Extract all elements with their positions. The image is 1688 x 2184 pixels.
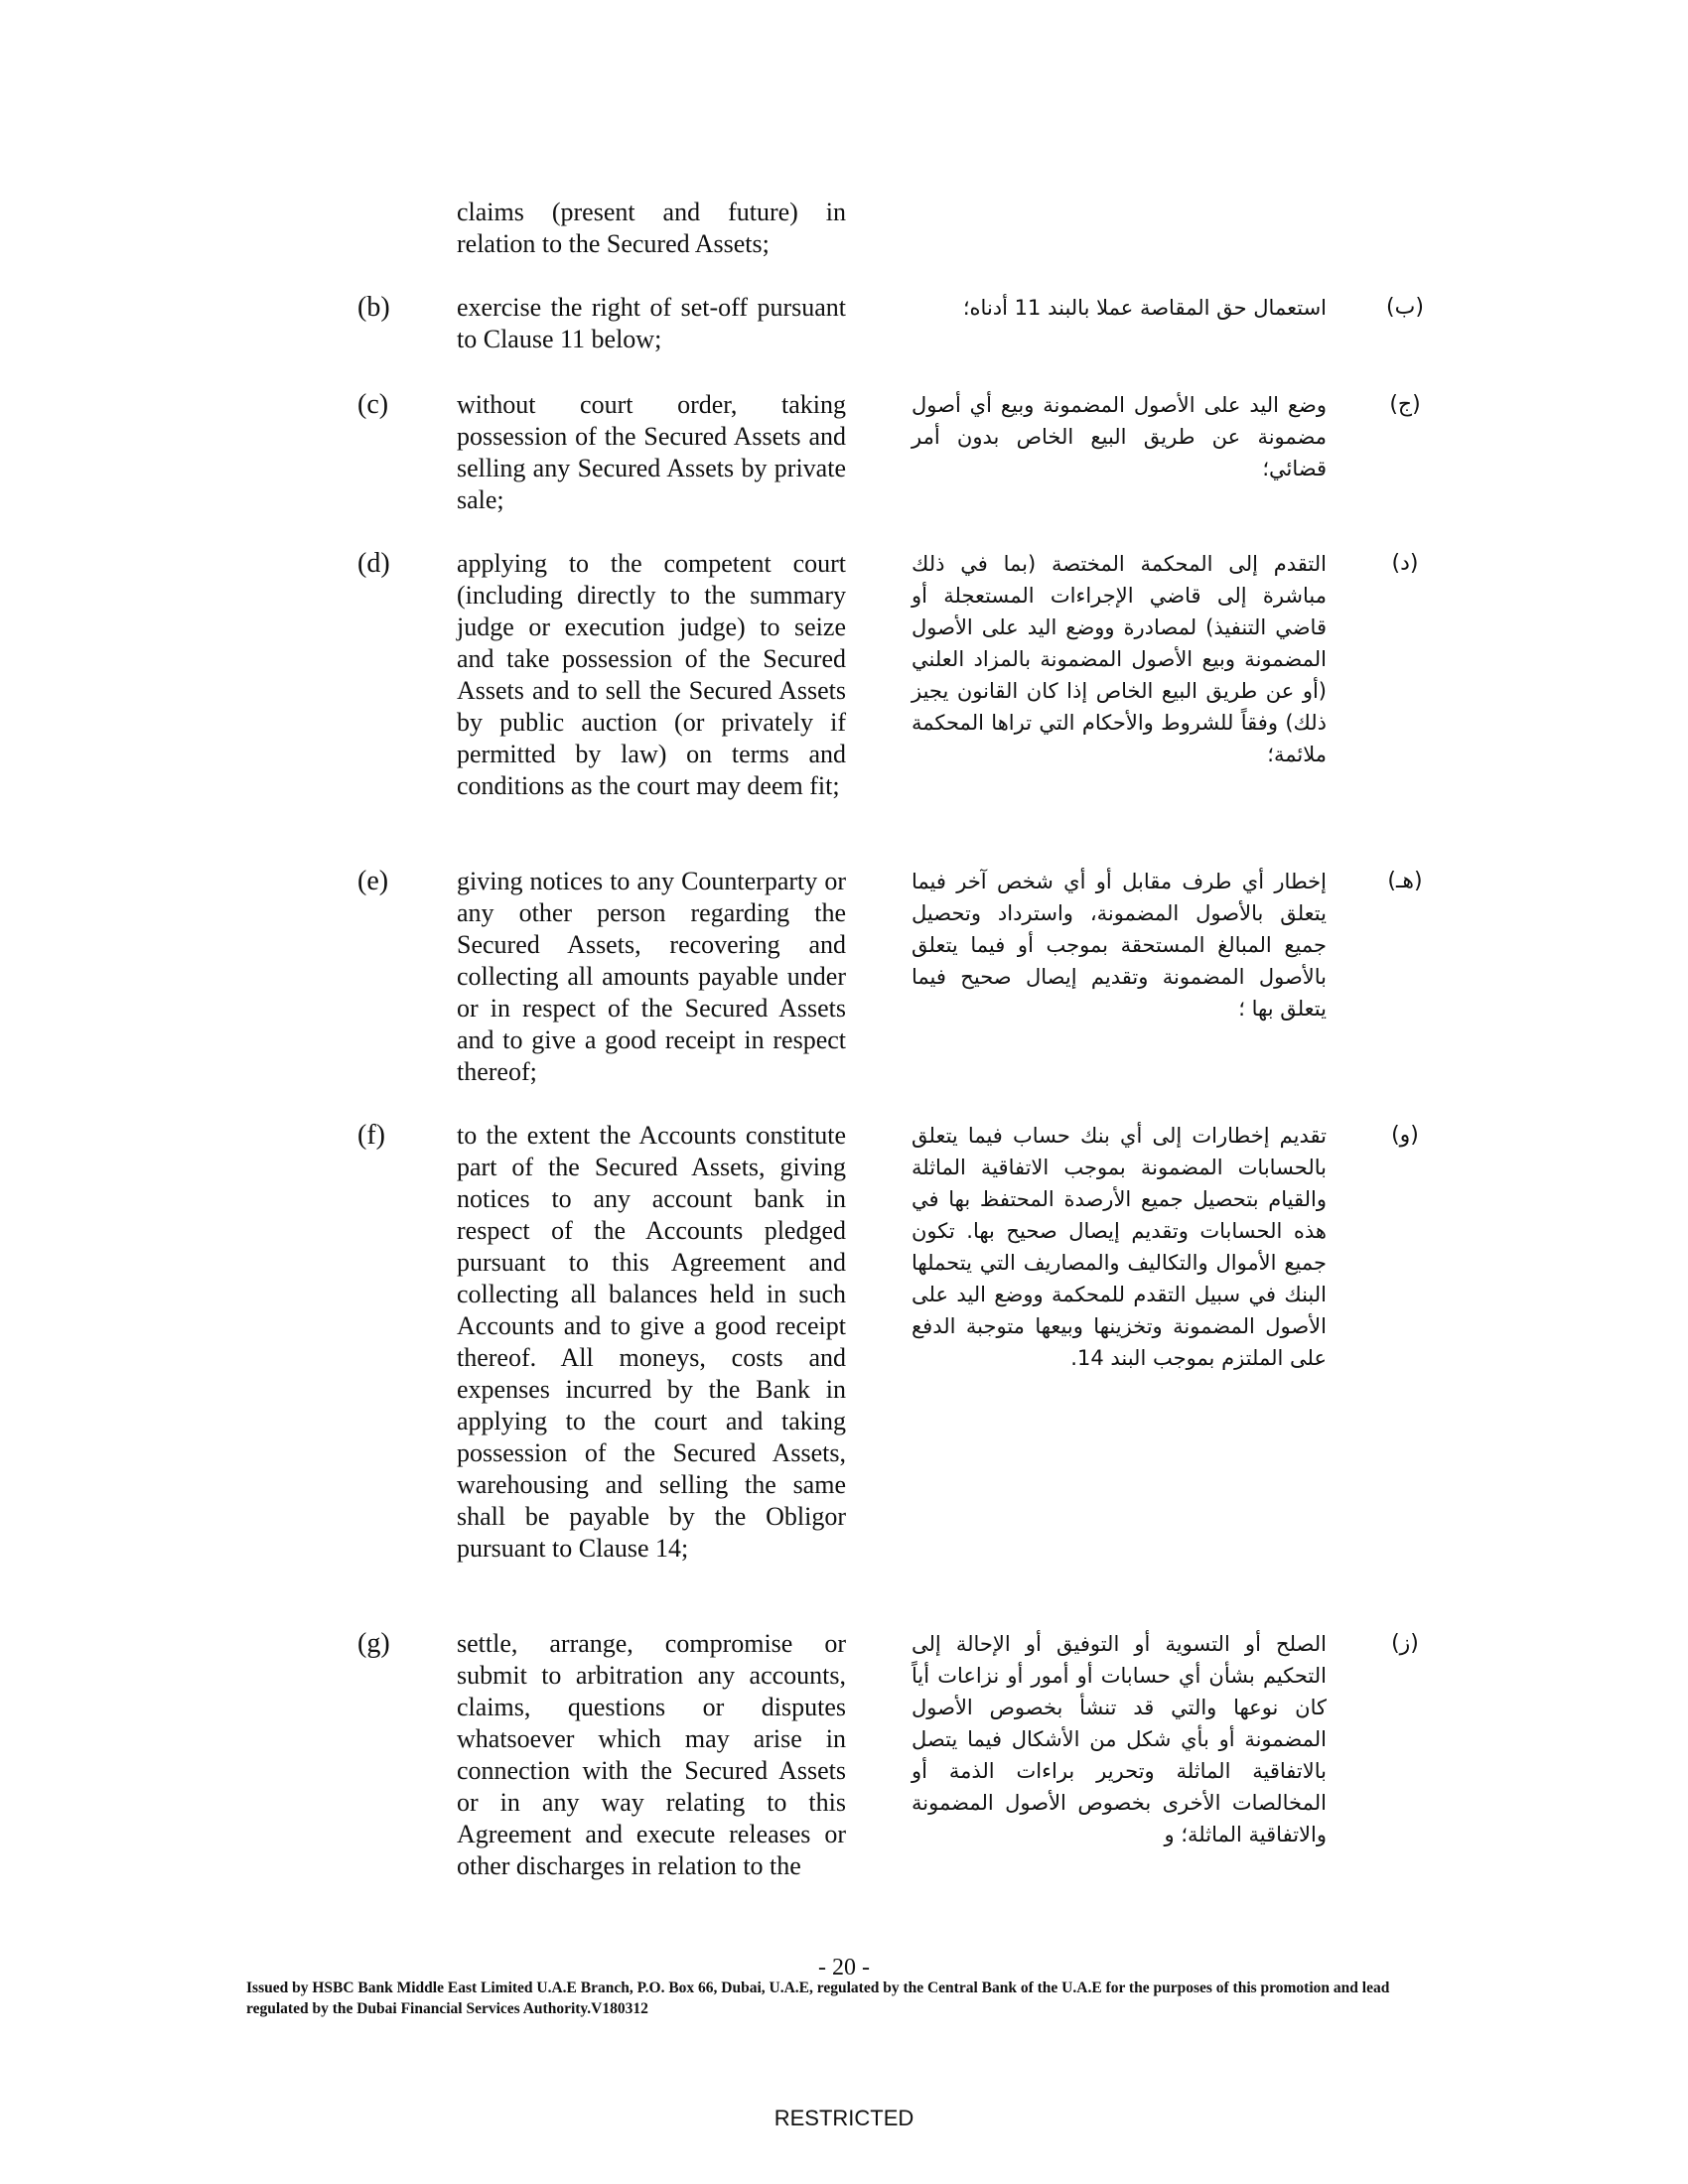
ar-item-d-label: (د) xyxy=(1391,551,1419,576)
ar-item-e-text: إخطار أي طرف مقابل أو أي شخص آخر فيما يتعلق بالأصول المضمونة، واسترداد وتحصيل جميع المبالغ المستحقة بموجب أو فيما يتعلق بالأصول المضمونة وتقديم إيصال صحيح فيما يتعلق بها ؛ xyxy=(912,870,1327,1021)
en-item-e-text: giving notices to any Counterparty or any other person regarding the Secured Assets, recovering and collecting all amounts payable under or in respect of the Secured Assets and to give a good receipt in respect thereof; xyxy=(457,867,846,1086)
en-item-b-label: (b) xyxy=(357,292,390,323)
en-item-g-label: (g) xyxy=(357,1628,390,1659)
ar-item-f-label: (و) xyxy=(1391,1123,1419,1148)
page-number: - 20 - xyxy=(818,1955,870,1980)
ar-item-b-text: استعمال حق المقاصة عملا بالبند 11 أدناه؛ xyxy=(962,296,1327,320)
ar-item-g-label: (ز) xyxy=(1391,1631,1419,1656)
en-item-f-label: (f) xyxy=(357,1120,385,1151)
classification-label: RESTRICTED xyxy=(774,2106,914,2130)
en-item-e-label: (e) xyxy=(357,866,389,896)
en-item-g-text: settle, arrange, compromise or submit to arbitration any accounts, claims, questions or disputes whatsoever which may arise in connection with the Secured Assets or in any way relating to this Agreement and execute releases or other discharges in relation to the xyxy=(457,1629,846,1880)
en-item-f-text: to the extent the Accounts constitute part of the Secured Assets, giving notices to any account bank in respect of the Accounts pledged pursuant to this Agreement and collecting all balances held in such Accounts and to give a good receipt thereof. All moneys, costs and expenses incurred by the Bank in applying to the court and taking possession of the Secured Assets, warehousing and selling the same shall be payable by the Obligor pursuant to Clause 14; xyxy=(457,1121,846,1563)
ar-item-g-text: الصلح أو التسوية أو التوفيق أو الإحالة إلى التحكيم بشأن أي حسابات أو أمور أو نزاعات أياً كان نوعها والتي قد تنشأ بخصوص الأصول المضمونة أو بأي شكل من الأشكال فيما يتصل بالاتفاقية الماثلة وتحرير براءات الذمة أو المخالصات الأخرى بخصوص الأصول المضمونة والاتفاقية الماثلة؛ و xyxy=(912,1632,1327,1846)
en-item-b-text: exercise the right of set-off pursuant to Clause 11 below; xyxy=(457,293,846,353)
en-item-c-label: (c) xyxy=(357,389,389,420)
en-clause-a-continuation: claims (present and future) in relation to the Secured Assets; xyxy=(457,198,846,258)
ar-item-e-label: (هـ) xyxy=(1387,869,1423,893)
ar-item-c-text: وضع اليد على الأصول المضمونة وبيع أي أصول مضمونة عن طريق البيع الخاص بدون أمر قضائي؛ xyxy=(912,393,1327,480)
issuer-disclaimer: Issued by HSBC Bank Middle East Limited U.A.E Branch, P.O. Box 66, Dubai, U.A.E, regulated by the Central Bank of the U.A.E for the purposes of this promotion and lead regulated by the Dubai Financial Services Authority.V180312 xyxy=(246,1979,1390,2017)
ar-item-b-label: (ب) xyxy=(1386,295,1424,320)
en-item-c-text: without court order, taking possession of the Secured Assets and selling any Secured Assets by private sale; xyxy=(457,390,846,514)
ar-item-f-text: تقديم إخطارات إلى أي بنك حساب فيما يتعلق بالحسابات المضمونة بموجب الاتفاقية الماثلة والقيام بتحصيل جميع الأرصدة المحتفظ بها في هذه الحسابات وتقديم إيصال صحيح بها. تكون جميع الأموال والتكاليف والمصاريف التي يتحملها البنك في سبيل التقدم للمحكمة ووضع اليد على الأصول المضمونة وتخزينها وبيعها متوجبة الدفع على الملتزم بموجب البند 14. xyxy=(912,1124,1327,1370)
en-item-d-text: applying to the competent court (including directly to the summary judge or execution judge) to seize and take possession of the Secured Assets and to sell the Secured Assets by public auction (or privately if permitted by law) on terms and conditions as the court may deem fit; xyxy=(457,549,846,800)
en-item-d-label: (d) xyxy=(357,548,390,579)
ar-item-d-text: التقدم إلى المحكمة المختصة (بما في ذلك مباشرة إلى قاضي الإجراءات المستعجلة أو قاضي التنفيذ) لمصادرة ووضع اليد على الأصول المضمونة وبيع الأصول المضمونة بالمزاد العلني (أو عن طريق البيع الخاص إذا كان القانون يجيز ذلك) وفقاً للشروط والأحكام التي تراها المحكمة ملائمة؛ xyxy=(912,552,1327,766)
ar-item-c-label: (ج) xyxy=(1389,392,1421,417)
